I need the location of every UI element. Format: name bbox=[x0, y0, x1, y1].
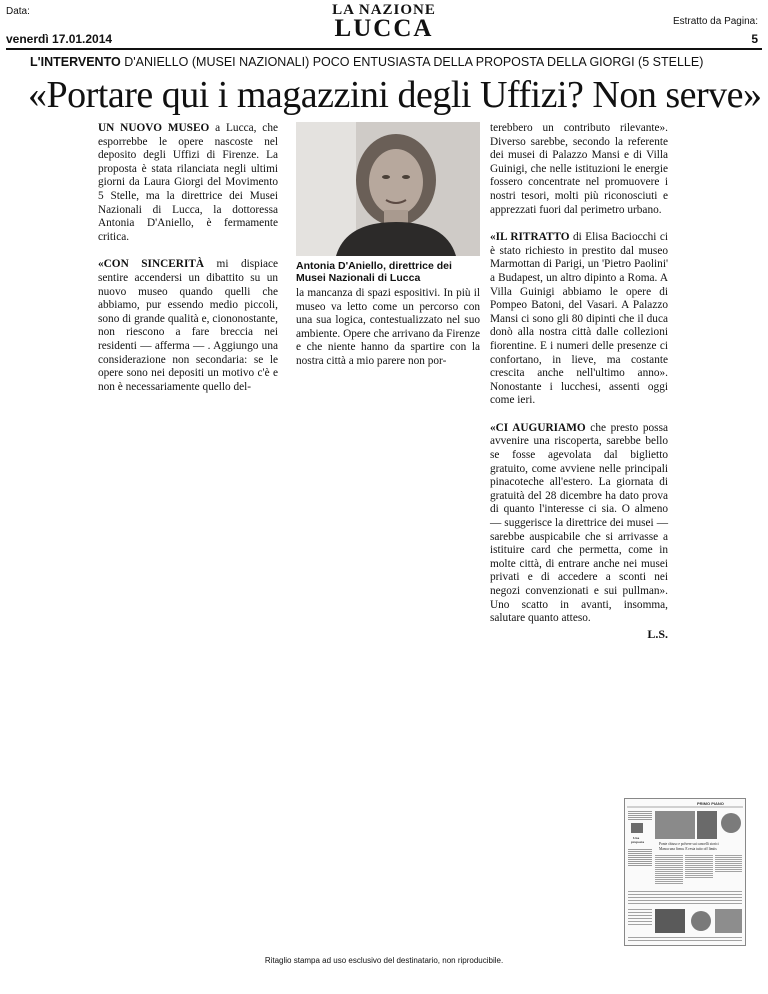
kicker-strong: L'INTERVENTO bbox=[30, 55, 121, 69]
svg-text:Una: Una bbox=[633, 836, 640, 840]
signature: L.S. bbox=[647, 626, 668, 641]
paragraph bbox=[490, 422, 668, 626]
headline: «Portare qui i magazzini degli Uffizi? Non serve» bbox=[28, 74, 762, 116]
portrait-image bbox=[296, 122, 480, 256]
paragraph-text: che presto possa avvenire una riscoperta, sarebbe bello se fosse agevolata dal biglietto gratuito, come avviene nelle principali pinacoteche all'estero. La giornata di gratuità del 28 dicembre ha dato prova di quanto l'interesse ci sia. O almeno — suggerisce la direttrice dei musei — sarebbe auspicabile che si arrivasse a istituire card che permetta, come in molte città, di entrare anche nei musei privati e di accedere a sconti nei negozi convenzionati e sui pullman». Uno scatto in avanti, insomma, salutare quanto atteso. bbox=[490, 421, 668, 625]
thumbnail-headline-1: Ponte chiuso e polvere sui cancelli storici bbox=[659, 842, 719, 846]
paragraph bbox=[98, 122, 278, 244]
paragraph bbox=[490, 231, 668, 408]
paragraph bbox=[98, 258, 278, 394]
svg-text:proposta: proposta bbox=[631, 840, 645, 844]
footer-notice: Ritaglio stampa ad uso esclusivo del destinatario, non riproducibile. bbox=[264, 956, 504, 965]
paragraph-text: terebbero un contributo rilevante». Diverso sarebbe, secondo la referente dei musei di Palazzo Mansi e di Villa Guinigi, che nelle istituzioni le energie fossero concentrate nel promuovere i nostri tesori, molti più riconosciuti e apprezzati fuori dal perimetro urbano. bbox=[490, 122, 668, 216]
page-number: 5 bbox=[751, 32, 758, 46]
paragraph-text: la mancanza di spazi espositivi. In più il museo va letto come un percorso con una sua logica, contestualizzato nel suo ambiente. Opere che arrivano da Firenze e che niente hanno da spartire con la nostra città a mio parere non por- bbox=[296, 287, 480, 367]
thumbnail-headline-2: Manca una firma. E resta tutto off limits bbox=[659, 847, 717, 851]
column-1 bbox=[98, 122, 278, 394]
page-thumbnail bbox=[624, 798, 746, 946]
portrait-photo bbox=[296, 122, 480, 256]
photo-caption: Antonia D'Aniello, direttrice dei Musei Nazionali di Lucca bbox=[296, 260, 452, 284]
column-2 bbox=[296, 287, 480, 369]
paragraph-lead: «CI AUGURIAMO bbox=[490, 421, 586, 434]
masthead-city: LUCCA bbox=[334, 15, 434, 42]
kicker bbox=[30, 55, 703, 69]
thumbnail-page-image bbox=[625, 799, 745, 945]
paragraph-text: a Lucca, che esporrebbe le opere nascoste nel deposito degli Uffizi di Firenze. La proposta è stata rilanciata negli ultimi giorni da Laura Giorgi del Movimento 5 Stelle, ma la direttrice dei Musei Nazionali di Lucca, la dottoressa Antonia D'Aniello, è fermamente critica. bbox=[98, 122, 278, 243]
paragraph-text: di Elisa Baciocchi ci è stato richiesto in prestito dal museo Marmottan di Parigi, un 'Pietro Paolini' a Budapest, un altro dipinto a Roma. A Villa Guinigi abbiamo le opere di Pompeo Batoni, del Vasari. A Palazzo Mansi ci sono gli 80 dipinti che il duca donò alla nostra città dalle collezioni fiorentine. E i numeri delle presenze ci confortano, in lieve, ma costante crescita anche nell'ultimo anno». Nonostante i lucchesi, assenti oggi come ieri. bbox=[490, 231, 668, 407]
paragraph-lead: UN NUOVO MUSEO bbox=[98, 122, 210, 134]
masthead bbox=[300, 2, 468, 43]
column-3 bbox=[490, 122, 668, 641]
paragraph-lead: «CON SINCERITÀ bbox=[98, 258, 205, 271]
paragraph-text: mi dispiace sentire accendersi un dibattito su un nuovo museo quando quelli che abbiamo, pur essendo medio piccoli, sono di grande qualità e, ciononostante, non riescono a fare breccia nei residenti — afferma — . Aggiungo una considerazione non secondaria: se le opere sono nei depositi un motivo c'è e non è necessariamente quello del- bbox=[98, 258, 278, 393]
header-rule bbox=[6, 48, 762, 50]
kicker-rest: D'ANIELLO (MUSEI NAZIONALI) POCO ENTUSIASTA DELLA PROPOSTA DELLA GIORGI (5 STELLE) bbox=[120, 55, 704, 69]
svg-text:PRIMO PIANO: PRIMO PIANO bbox=[697, 801, 724, 806]
extract-label: Estratto da Pagina: bbox=[672, 16, 758, 27]
paragraph-lead: «IL RITRATTO bbox=[490, 231, 570, 244]
date-value: venerdì 17.01.2014 bbox=[6, 32, 113, 46]
masthead-title: LA NAZIONE bbox=[332, 2, 436, 18]
date-label: Data: bbox=[6, 6, 30, 17]
